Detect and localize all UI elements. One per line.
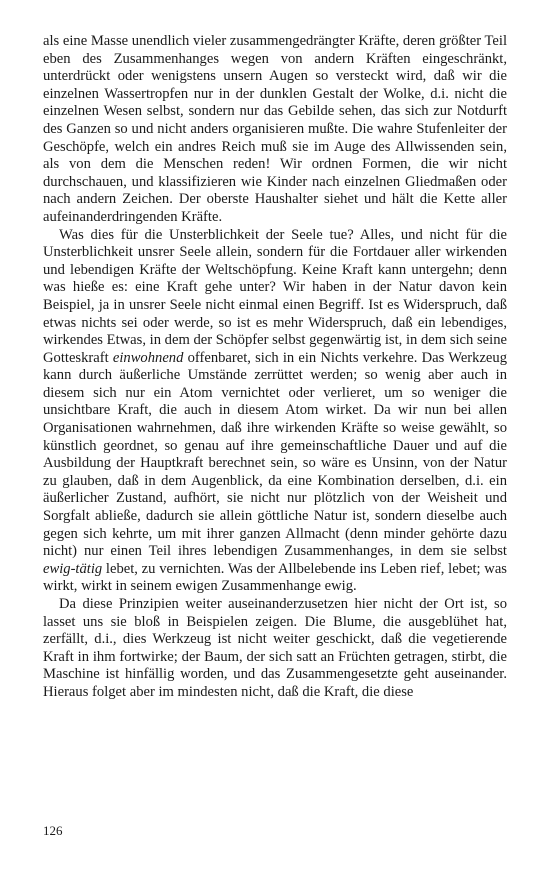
paragraph-1 bbox=[43, 33, 507, 227]
page-number: 126 bbox=[43, 823, 63, 838]
paragraph-2-text-a: Was dies für die Unsterblichkeit der Seele tue? Alles, und nicht für die Unsterblichkeit unsrer Seele allein, sondern für die Fortdauer aller wirkenden und lebendigen Kräfte der Weltschöpfung. Keine Kraft kann untergehn; denn was hieße es: eine Kraft gehe unter? Wir haben in der Natur davon kein Beispiel, ja in unsrer Seele nicht einmal einen Begriff. Ist es Widerspruch, daß etwas nichts sei oder werde, so ist es mehr Widerspruch, daß ein lebendiges, wirkendes Etwas, in dem der Schöpfer selbst gegenwärtig ist, in dem sich seine Gotteskraft bbox=[43, 226, 507, 366]
paragraph-2 bbox=[43, 227, 507, 596]
page-body bbox=[43, 33, 507, 702]
emphasis-einwohnend: einwohnend bbox=[112, 349, 184, 366]
paragraph-2-text-c: lebet, zu vernichten. Was der Allbelebende ins Leben rief, lebet; was wirkt, wirkt in seinem ewigen Zusammenhange ewig. bbox=[43, 560, 507, 595]
paragraph-3 bbox=[43, 596, 507, 702]
paragraph-1-text: als eine Masse unendlich vieler zusammengedrängter Kräfte, deren größter Teil eben des Zusammenhanges wegen von andern Kräften eingeschränkt, unterdrückt oder wenigstens unsern Augen so versteckt wird, daß wir die einzelnen Wassertropfen nur in der dunklen Gestalt der Wolke, d.i. nicht die einzelnen Wesen selbst, sondern nur das Gebilde sehen, das sich zur Notdurft des Ganzen so und nicht anders organisieren mußte. Die wahre Stufenleiter der Geschöpfe, welch ein andres Reich muß sie im Auge des Allwissenden sein, als von dem die Menschen reden! Wir ordnen Formen, die wir nicht durchschauen, und klassifizieren wie Kinder nach einzelnen Gliedmaßen oder nach andern Zeichen. Der oberste Haushalter siehet und hält die Kette aller aufeinanderdringenden Kräfte. bbox=[43, 33, 507, 225]
paragraph-3-text: Da diese Prinzipien weiter auseinanderzusetzen hier nicht der Ort ist, so lasset uns sie bloß in Beispielen zeigen. Die Blume, die ausgeblühet hat, zerfällt, d.i., dies Werkzeug ist nicht weiter geschickt, daß die vegetierende Kraft in ihm fortwirke; der Baum, der sich satt an Früchten getragen, stirbt, die Maschine ist hinfällig worden, und das Zusammengesetzte geht auseinander. Hieraus folget aber im mindesten nicht, daß die Kraft, die diese bbox=[43, 596, 507, 700]
emphasis-ewig-taetig: ewig-tätig bbox=[43, 560, 103, 577]
paragraph-2-text-b: offenbaret, sich in ein Nichts verkehre. Das Werkzeug kann durch äußerliche Umstände zerrüttet werden; so wenig aber auch in diesem sich nur ein Atom vernichtet oder verlieret, um so weniger die unsichtbare Kraft, die auch in diesem Atom wirket. Da wir nun bei allen Organisationen wahrnehmen, daß ihre wirkenden Kräfte so weise gewählt, so künstlich geordnet, so genau auf ihre gemeinschaftliche Dauer und auf die Ausbildung der Hauptkraft berechnet sein, so wäre es Unsinn, von der Natur zu glauben, daß in dem Augenblick, da eine Kombination derselben, d.i. ein äußerlicher Zustand, aufhört, sie nicht nur plötzlich von der Weisheit und Sorgfalt abließe, dadurch sie allein göttliche Natur ist, sondern dieselbe auch gegen sich kehrte, um mit ihrer ganzen Allmacht (denn minder gehörte dazu nicht) nur einen Teil ihres lebendigen Zusammenhanges, in dem sie selbst bbox=[43, 349, 507, 560]
